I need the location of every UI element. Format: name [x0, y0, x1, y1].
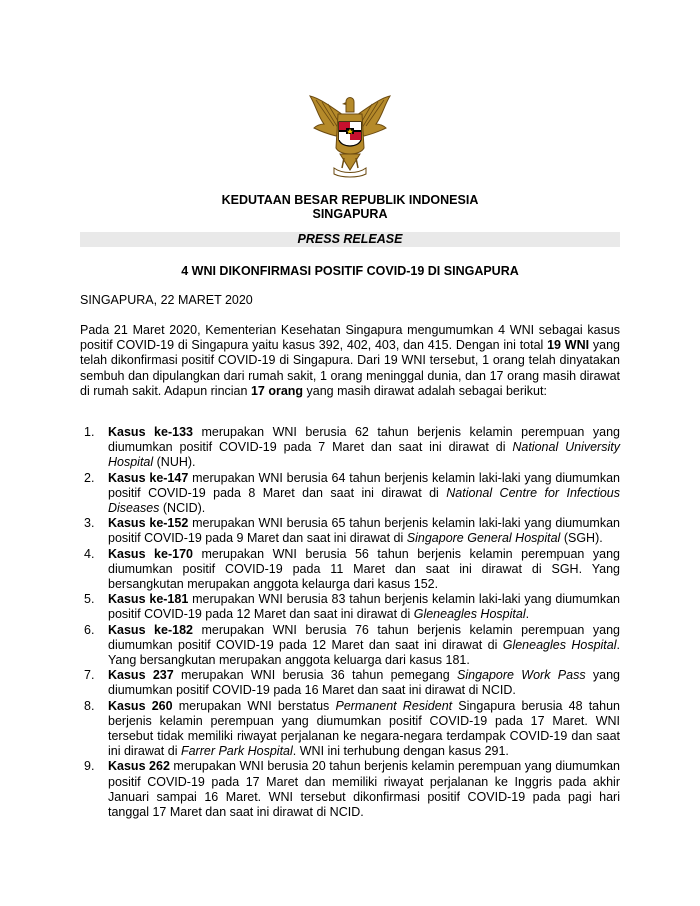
garuda-emblem	[306, 90, 394, 182]
list-item: 4. Kasus ke-170 merupakan WNI berusia 56 tahun berjenis kelamin perempuan yang diumumkan positif COVID-19 pada 11 Maret dan saat ini dirawat di SGH. Yang bersangkutan merupakan anggota kelaurga dari kasus 152.	[84, 546, 620, 592]
list-item: 6. Kasus ke-182 merupakan WNI berusia 76 tahun berjenis kelamin perempuan yang diumumkan positif COVID-19 pada 12 Maret dan saat ini dirawat di Gleneagles Hospital. Yang bersangkutan merupakan anggota keluarga dari kasus 181.	[84, 622, 620, 668]
case-list	[80, 425, 620, 820]
document-title: 4 WNI DIKONFIRMASI POSITIF COVID-19 DI SINGAPURA	[181, 264, 519, 278]
list-item: 8. Kasus 260 merupakan WNI berstatus Permanent Resident Singapura berusia 48 tahun berjenis kelamin perempuan yang diumumkan positif COVID-19 pada 17 Maret. WNI tersebut tidak memiliki riwayat perjalanan ke negara-negara terdampak COVID-19 dan saat ini dirawat di Farrer Park Hospital. WNI ini terhubung dengan kasus 291.	[84, 698, 620, 759]
list-item: 1. Kasus ke-133 merupakan WNI berusia 62 tahun berjenis kelamin perempuan yang diumumkan positif COVID-19 pada 7 Maret dan saat ini dirawat di National University Hospital (NUH).	[84, 425, 620, 470]
list-item: 2. Kasus ke-147 merupakan WNI berusia 64 tahun berjenis kelamin laki-laki yang diumumkan positif COVID-19 pada 8 Maret dan saat ini dirawat di National Centre for Infectious Diseases (NCID).	[84, 470, 621, 516]
list-item: 9. Kasus 262 merupakan WNI berusia 20 tahun berjenis kelamin perempuan yang diumumkan positif COVID-19 pada 17 Maret dan memiliki riwayat perjalanan ke Inggris pada akhir Januari sampai 16 Maret. WNI tersebut dikonfirmasi positif COVID-19 pada pagi hari tanggal 17 Maret dan saat ini dirawat di NCID.	[84, 759, 620, 820]
list-item: 3. Kasus ke-152 merupakan WNI berusia 65 tahun berjenis kelamin laki-laki yang diumumkan positif COVID-19 pada 9 Maret dan saat ini dirawat di Singapore General Hospital (SGH).	[84, 516, 620, 546]
list-item: 5. Kasus ke-181 merupakan WNI berusia 83 tahun berjenis kelamin laki-laki yang diumumkan positif COVID-19 pada 12 Maret dan saat ini dirawat di Gleneagles Hospital.	[84, 592, 620, 622]
press-release-band	[80, 232, 620, 247]
embassy-name: KEDUTAAN BESAR REPUBLIK INDONESIA	[221, 193, 479, 207]
intro-paragraph: Pada 21 Maret 2020, Kementerian Kesehatan Singapura mengumumkan 4 WNI sebagai kasus positif COVID-19 di Singapura yaitu kasus 392, 402, 403, dan 415. Dengan ini total 19 WNI yang telah dikonfirmasi positif COVID-19 di Singapura. Dari 19 WNI tersebut, 1 orang telah dinyatakan sembuh dan dipulangkan dari rumah sakit, 1 orang meninggal dunia, dan 17 orang masih dirawat di rumah sakit. Adapun rincian 17 orang yang masih dirawat adalah sebagai berikut:	[80, 323, 620, 398]
dateline: SINGAPURA, 22 MARET 2020	[80, 293, 253, 307]
embassy-city: SINGAPURA	[312, 207, 388, 221]
press-release-label: PRESS RELEASE	[297, 232, 403, 246]
list-item: 7. Kasus 237 merupakan WNI berusia 36 tahun pemegang Singapore Work Pass yang diumumkan positif COVID-19 pada 16 Maret dan saat ini dirawat di NCID.	[84, 668, 620, 698]
